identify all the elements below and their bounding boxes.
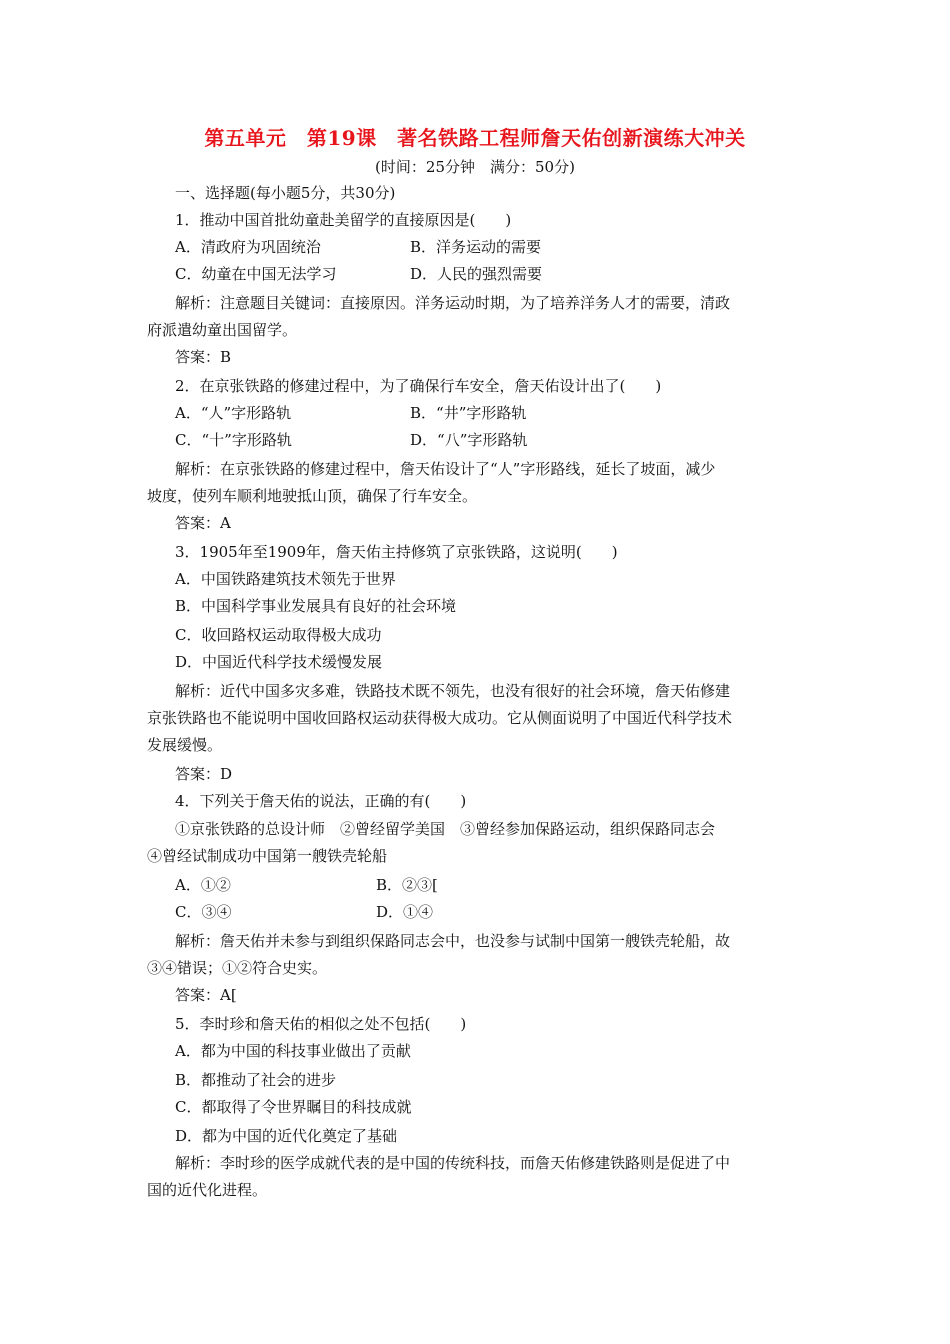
option-d: D．中国近代科学技术缓慢发展 — [175, 653, 383, 671]
option-d: D．“八”字形路轨 — [410, 431, 528, 449]
option-b: B．都推动了社会的进步 — [175, 1071, 337, 1089]
analysis-line: 坡度，使列车顺利地驶抵山顶，确保了行车安全。 — [147, 487, 478, 505]
page-title: 第五单元 第19课 著名铁路工程师詹天佑创新演练大冲关 — [204, 126, 746, 150]
analysis-line: 解析：在京张铁路的修建过程中，詹天佑设计了“人”字形路线，延长了坡面，减少 — [175, 460, 716, 478]
answer: 答案：D — [175, 765, 233, 783]
answer: 答案：A — [175, 514, 231, 532]
option-b: B．洋务运动的需要 — [410, 238, 542, 256]
option-a: A．清政府为巩固统治 — [175, 238, 321, 256]
option-c: C．都取得了令世界瞩目的科技成就 — [175, 1098, 412, 1116]
option-d: D．都为中国的近代化奠定了基础 — [175, 1127, 398, 1145]
analysis-line: 京张铁路也不能说明中国收回路权运动获得极大成功。它从侧面说明了中国近代科学技术 — [147, 709, 733, 727]
analysis-line: 府派遣幼童出国留学。 — [147, 321, 298, 339]
analysis-line: 解析：注意题目关键词：直接原因。洋务运动时期，为了培养洋务人才的需要，清政 — [175, 294, 731, 312]
question-stem: 4．下列关于詹天佑的说法，正确的有( ) — [175, 792, 467, 810]
answer: 答案：B — [175, 348, 232, 366]
section-heading: 一、选择题(每小题5分，共30分) — [175, 184, 396, 202]
option-b: B．中国科学事业发展具有良好的社会环境 — [175, 597, 457, 615]
option-c: C．“十”字形路轨 — [175, 431, 292, 449]
option-d: D．人民的强烈需要 — [410, 265, 543, 283]
analysis-line: 解析：李时珍的医学成就代表的是中国的传统科技，而詹天佑修建铁路则是促进了中 — [175, 1154, 731, 1172]
option-b: B．“井”字形路轨 — [410, 404, 527, 422]
option-a: A．中国铁路建筑技术领先于世界 — [175, 570, 396, 588]
analysis-line: 解析：詹天佑并未参与到组织保路同志会中，也没参与试制中国第一艘铁壳轮船，故 — [175, 932, 731, 950]
question-stem: 5．李时珍和詹天佑的相似之处不包括( ) — [175, 1015, 467, 1033]
statement-line: ①京张铁路的总设计师 ②曾经留学美国 ③曾经参加保路运动，组织保路同志会 — [175, 820, 716, 838]
analysis-line: 解析：近代中国多灾多难，铁路技术既不领先，也没有很好的社会环境，詹天佑修建 — [175, 682, 731, 700]
option-b: B．②③[ — [376, 876, 438, 894]
option-c: C．幼童在中国无法学习 — [175, 265, 337, 283]
option-a: A．“人”字形路轨 — [175, 404, 292, 422]
question-stem: 1．推动中国首批幼童赴美留学的直接原因是( ) — [175, 211, 512, 229]
question-stem: 3．1905年至1909年，詹天佑主持修筑了京张铁路，这说明( ) — [175, 543, 618, 561]
analysis-line: 发展缓慢。 — [147, 736, 223, 754]
option-a: A．都为中国的科技事业做出了贡献 — [175, 1042, 411, 1060]
option-c: C．③④ — [175, 903, 232, 921]
option-d: D．①④ — [376, 903, 434, 921]
answer: 答案：A[ — [175, 986, 237, 1004]
option-a: A．①② — [175, 876, 231, 894]
analysis-line: 国的近代化进程。 — [147, 1181, 268, 1199]
question-stem: 2．在京张铁路的修建过程中，为了确保行车安全，詹天佑设计出了( ) — [175, 377, 662, 395]
statement-line: ④曾经试制成功中国第一艘铁壳轮船 — [147, 847, 388, 865]
analysis-line: ③④错误；①②符合史实。 — [147, 959, 328, 977]
option-c: C．收回路权运动取得极大成功 — [175, 626, 382, 644]
page-subtitle: (时间：25分钟 满分：50分) — [375, 158, 575, 176]
